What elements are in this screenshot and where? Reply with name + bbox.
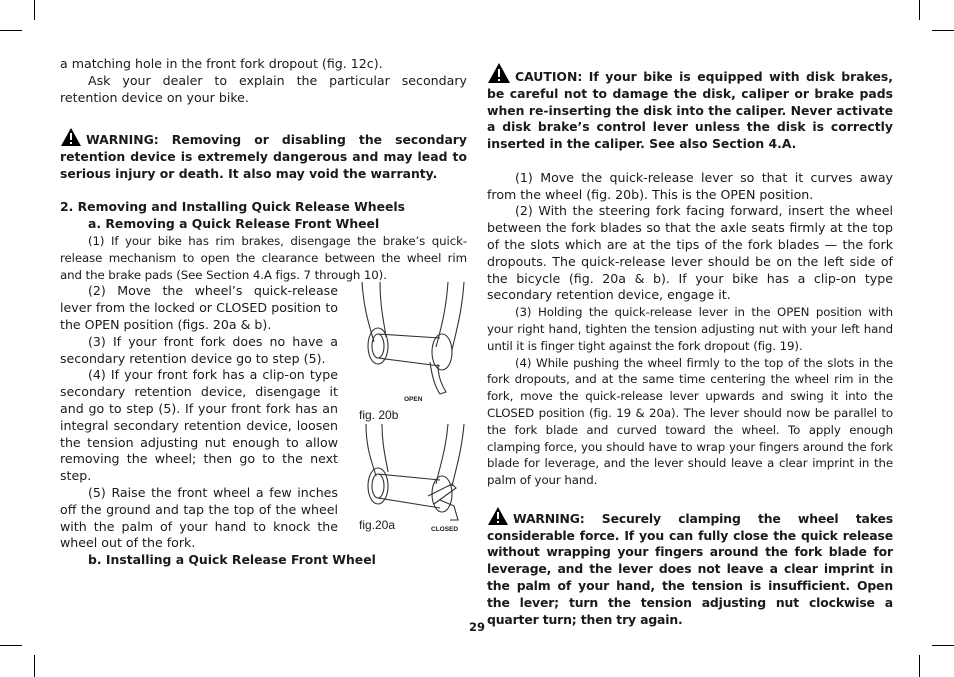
subheading-b: b. Installing a Quick Release Front Wheel [88,552,376,568]
paragraph: Ask your dealer to explain the particular secondary retention device on your bike. [60,72,467,105]
crop-mark [0,30,22,31]
fig-20b-drawing [340,282,470,402]
warning-text: WARNING: Removing or disabling the secondary retention device is extremely dangerous and may lead to serious injury or death. It also may void the warranty. [60,132,467,181]
install-step-3: (3) Holding the quick-release lever in the OPEN position with your right hand, tighten the tension adjusting nut with your left hand until it is finger tight against the fork dropout (fig. 19). [487,305,893,353]
crop-mark [34,655,35,677]
crop-mark [919,0,920,20]
install-step-2: (2) With the steering fork facing forward, insert the wheel between the fork blades so that the axle seats firmly at the top of the slots which are at the tips of the fork blades — the fork dropouts. The quick-release lever should be on the left side of the bicycle (fig. 20a & b). If your bike has a clip-on type secondary retention device, engage it. [487,203,893,303]
step-4: (4) If your front fork has a clip-on type secondary retention device, disengage it and go to step (5). If your front fork has an integral secondary retention device, loosen the tension adjusting nut enough to allow removing the wheel; then go to the next step. [60,367,338,484]
warning-icon [60,127,82,147]
fig-20b-lever-text: OPEN [404,396,423,403]
crop-mark [0,645,22,646]
install-step-4: (4) While pushing the wheel firmly to the top of the slots in the fork dropouts, and at the same time centering the wheel rim in the fork, move the quick-release lever upwards and swing it into the CLOSED position (fig. 19 & 20a). The lever should now be parallel to the fork blade and curved toward the wheel. To apply enough clamping force, you should have to wrap your fingers around the fork blade for leverage, and the lever should leave a clear imprint in the palm of your hand. [487,355,893,488]
step-2: (2) Move the wheel’s quick-release lever from the locked or CLOSED position to the OPEN position (figs. 20a & b). [60,283,338,332]
fig-20b-label: fig. 20b [359,408,399,422]
caution-text: CAUTION: If your bike is equipped with disk brakes, be careful not to damage the disk, caliper or brake pads when re-inserting the disk into the caliper. Never activate a disk brake’s control lever unless the disk is correctly inserted in the caliper. See also Section 4.A. [487,69,893,152]
subheading-a: a. Removing a Quick Release Front Wheel [88,216,380,232]
crop-mark [919,655,920,677]
fig-20a-lever-text: CLOSED [431,526,459,533]
step-5: (5) Raise the front wheel a few inches off the ground and tap the top of the wheel with the palm of your hand to knock the wheel out of the fork. [60,484,338,551]
warning-icon [487,62,511,84]
right-column [487,62,893,628]
warning-block [487,506,893,629]
step-3: (3) If your front fork does no have a secondary retention device go to step (5). [60,333,338,366]
page-number: 29 [468,620,485,634]
install-step-1: (1) Move the quick-release lever so that it curves away from the wheel (fig. 20b). This is the OPEN position. [487,169,893,202]
paragraph: a matching hole in the front fork dropout (fig. 12c). [60,56,383,71]
warning-block [60,127,467,182]
caution-block [487,62,893,153]
step-1: (1) If your bike has rim brakes, disengage the brake’s quick-release mechanism to open the clearance between the wheel rim and the brake pads (See Section 4.A figs. 7 through 10). [60,233,467,282]
section-heading: 2. Removing and Installing Quick Release Wheels [60,199,406,215]
crop-mark [34,0,35,20]
warning-icon [487,506,509,526]
warning-text: WARNING: Securely clamping the wheel takes considerable force. If you can fully close the quick release without wrapping your fingers around the fork blade for leverage, and the lever does not leave a clear imprint in the palm of your hand, the tension is insufficient. Open the lever; turn the tension adjusting nut clockwise a quarter turn; then try again. [487,510,893,627]
crop-mark [932,30,954,31]
crop-mark [932,645,954,646]
fig-20a-label: fig.20a [359,518,396,532]
